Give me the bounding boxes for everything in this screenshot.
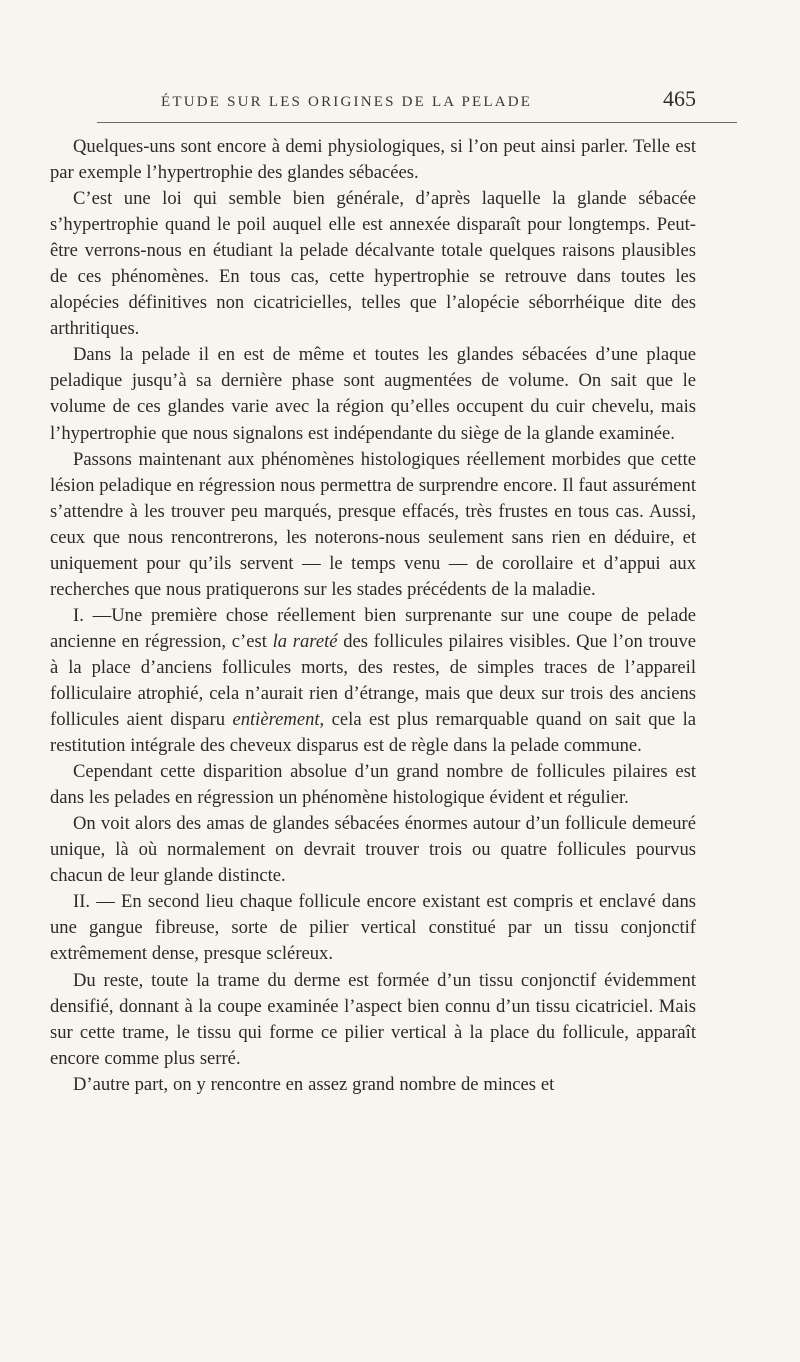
paragraph: Du reste, toute la trame du derme est formée d’un tissu conjonctif évidemment densifié, donnant à la coupe examinée l’aspect bien connu d’un tissu cicatriciel. Mais sur cette trame, le tissu qui forme ce pilier vertical à la place du follicule, apparaît encore comme plus serré.: [50, 969, 696, 1069]
item-one-emphasis: la rareté: [272, 630, 338, 652]
paragraph: D’autre part, on y rencontre en assez grand nombre de minces et: [73, 1073, 555, 1095]
item-one-text: des follicules pilaires visibles. Que l’on trouve à la place d’anciens follicules morts, des restes, de simples traces de l’appareil folliculaire atrophié, cela n’aurait rien d’étrange, mais que deux sur trois des anciens follicules aient disparu: [50, 630, 696, 731]
header-rule: [97, 122, 737, 123]
paragraph: Cependant cette disparition absolue d’un grand nombre de follicules pilaires est dans les pelades en régression un phénomène histologique évident et régulier.: [50, 761, 696, 809]
page-header: [50, 82, 696, 122]
paragraph: Passons maintenant aux phénomènes histologiques réellement morbides que cette lésion peladique en régression nous permettra de surprendre encore. Il faut assurément s’attendre à les trouver peu marqués, presque effacés, très frustes en tous cas. Aussi, ceux que nous rencontrerons, les noterons-nous seulement sans rien en déduire, et uniquement pour qu’ils servent — le temps venu — de corollaire et d’appui aux recherches que nous pratiquerons sur les stades précédents de la maladie.: [50, 448, 696, 600]
page-number: 465: [663, 86, 696, 111]
paragraph: On voit alors des amas de glandes sébacées énormes autour d’un follicule demeuré unique, là où normalement on devrait trouver trois ou quatre follicules pourvus chacun de leur glande distincte.: [50, 813, 696, 887]
item-one-emphasis: entièrement: [232, 709, 320, 731]
item-one-text: , cela est plus remarquable quand on sait que la restitution intégrale des cheveux disparus est de règle dans la pelade commune.: [50, 709, 696, 757]
paragraph-item-one: [50, 603, 696, 759]
running-title: ÉTUDE SUR LES ORIGINES DE LA PELADE: [161, 94, 533, 110]
paragraph: II. — En second lieu chaque follicule encore existant est compris et enclavé dans une gangue fibreuse, sorte de pilier vertical constitué par un tissu conjonctif extrêmement dense, presque scléreux.: [50, 891, 696, 965]
item-one-text: I. —Une première chose réellement bien surprenante sur une coupe de pelade ancienne en régression, c’est: [50, 604, 696, 652]
paragraph: Dans la pelade il en est de même et toutes les glandes sébacées d’une plaque peladique jusqu’à sa dernière phase sont augmentées de volume. On sait que le volume de ces glandes varie avec la région qu’elles occupent du cuir chevelu, mais l’hypertrophie que nous signalons est indépendante du siège de la glande examinée.: [50, 344, 696, 444]
paragraph: C’est une loi qui semble bien générale, d’après laquelle la glande sébacée s’hypertrophie quand le poil auquel elle est annexée disparaît pour longtemps. Peut-être verrons-nous en étudiant la pelade décalvante totale quelques raisons plausibles de ces phénomènes. En tous cas, cette hypertrophie se retrouve dans toutes les alopécies définitives non cicatricielles, telles que l’alopécie séborrhéique dite des arthritiques.: [50, 188, 696, 340]
paragraph: Quelques-uns sont encore à demi physiologiques, si l’on peut ainsi parler. Telle est par exemple l’hypertrophie des glandes sébacées.: [50, 136, 696, 184]
body-text: [50, 134, 696, 1098]
